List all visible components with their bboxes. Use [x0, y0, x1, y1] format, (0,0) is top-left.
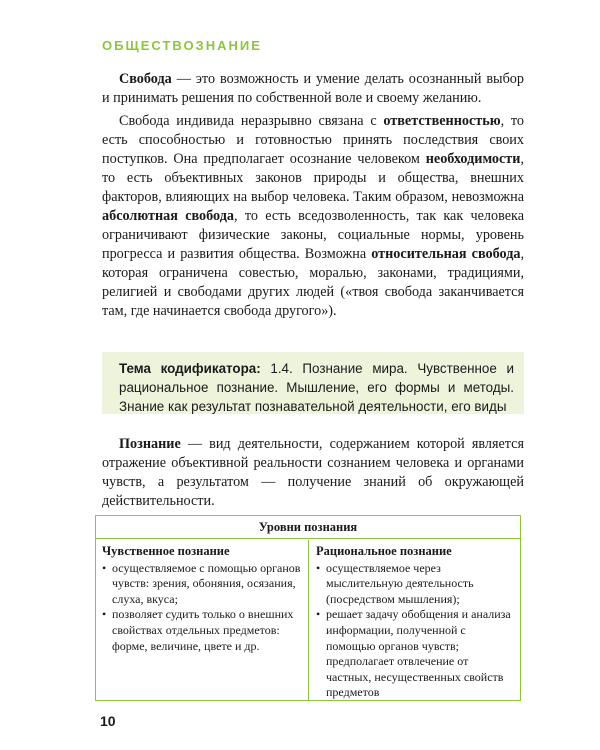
list-item: • осуществляемое с помощью органов чувств: зрения, обоняния, осязания, слуха, вкуса;	[102, 561, 302, 608]
sensory-cognition-heading: Чувственное познание	[102, 544, 230, 558]
text-segment: , то есть способностью и готовностью принять последствия своих поступков. Она предполагает осознание человеком	[102, 113, 525, 167]
key-term: абсолютная свобода	[102, 208, 235, 224]
cognition-term: Познание	[119, 436, 181, 452]
cognition-definition-text: — вид деятельности, содержанием которой является отражение объективной реальности сознанием человека и органами чувств, а результатом — получение знаний об окружающей действительности.	[102, 436, 524, 509]
table-title: Уровни познания	[96, 516, 520, 539]
key-term: ответственностью	[383, 113, 501, 129]
text-segment: , которая ограничена совестью, моралью, законами, традициями, религией и свободами других людей («твоя свобода заканчивается там, где начинается свобода другого»).	[102, 246, 525, 319]
text-segment: Свобода индивида неразрывно связана с	[119, 113, 384, 129]
freedom-definition-text: — это возможность и умение делать осознанный выбор и принимать решения по собственной воле и своему желанию.	[102, 71, 524, 106]
list-item: • позволяет судить только о внешних свойствах отдельных предметов: форме, величине, цвете и др.	[102, 607, 302, 654]
freedom-term: Свобода	[119, 71, 172, 87]
key-term: относительная свобода	[371, 246, 521, 262]
key-term: необходимости	[425, 151, 521, 167]
sensory-cognition-column	[96, 540, 309, 700]
page-number: 10	[100, 713, 116, 729]
freedom-paragraph	[102, 112, 524, 321]
text-segment: , то есть объективных законов природы и общества, внешних факторов, влияющих на выбор человека. Таким образом, невозможна	[102, 151, 524, 205]
rational-cognition-column	[309, 540, 522, 700]
freedom-definition	[102, 70, 524, 108]
codifier-topic-text: 1.4. Познание мира. Чувственное и рациональное познание. Мышление, его формы и методы. Знание как результат познавательной деятельности, его виды	[119, 361, 515, 414]
text-segment: , то есть вседозволенность, так как человека ограничивают физические законы, социальные нормы, уровень прогресса и развития общества. Возможна	[102, 208, 524, 262]
cognition-definition	[102, 435, 524, 511]
codifier-label: Тема кодификатора:	[119, 361, 261, 376]
rational-cognition-heading: Рациональное познание	[316, 544, 452, 558]
list-item: • решает задачу обобщения и анализа информации, полученной с помощью органов чувств; предполагает отвлечение от частных, несущественных свойств предметов	[316, 607, 516, 701]
codifier-topic-box	[102, 352, 524, 414]
list-item: • осуществляемое через мыслительную деятельность (посредством мышления);	[316, 561, 516, 608]
section-title: ОБЩЕСТВОЗНАНИЕ	[102, 38, 262, 53]
cognition-levels-table	[95, 515, 521, 701]
